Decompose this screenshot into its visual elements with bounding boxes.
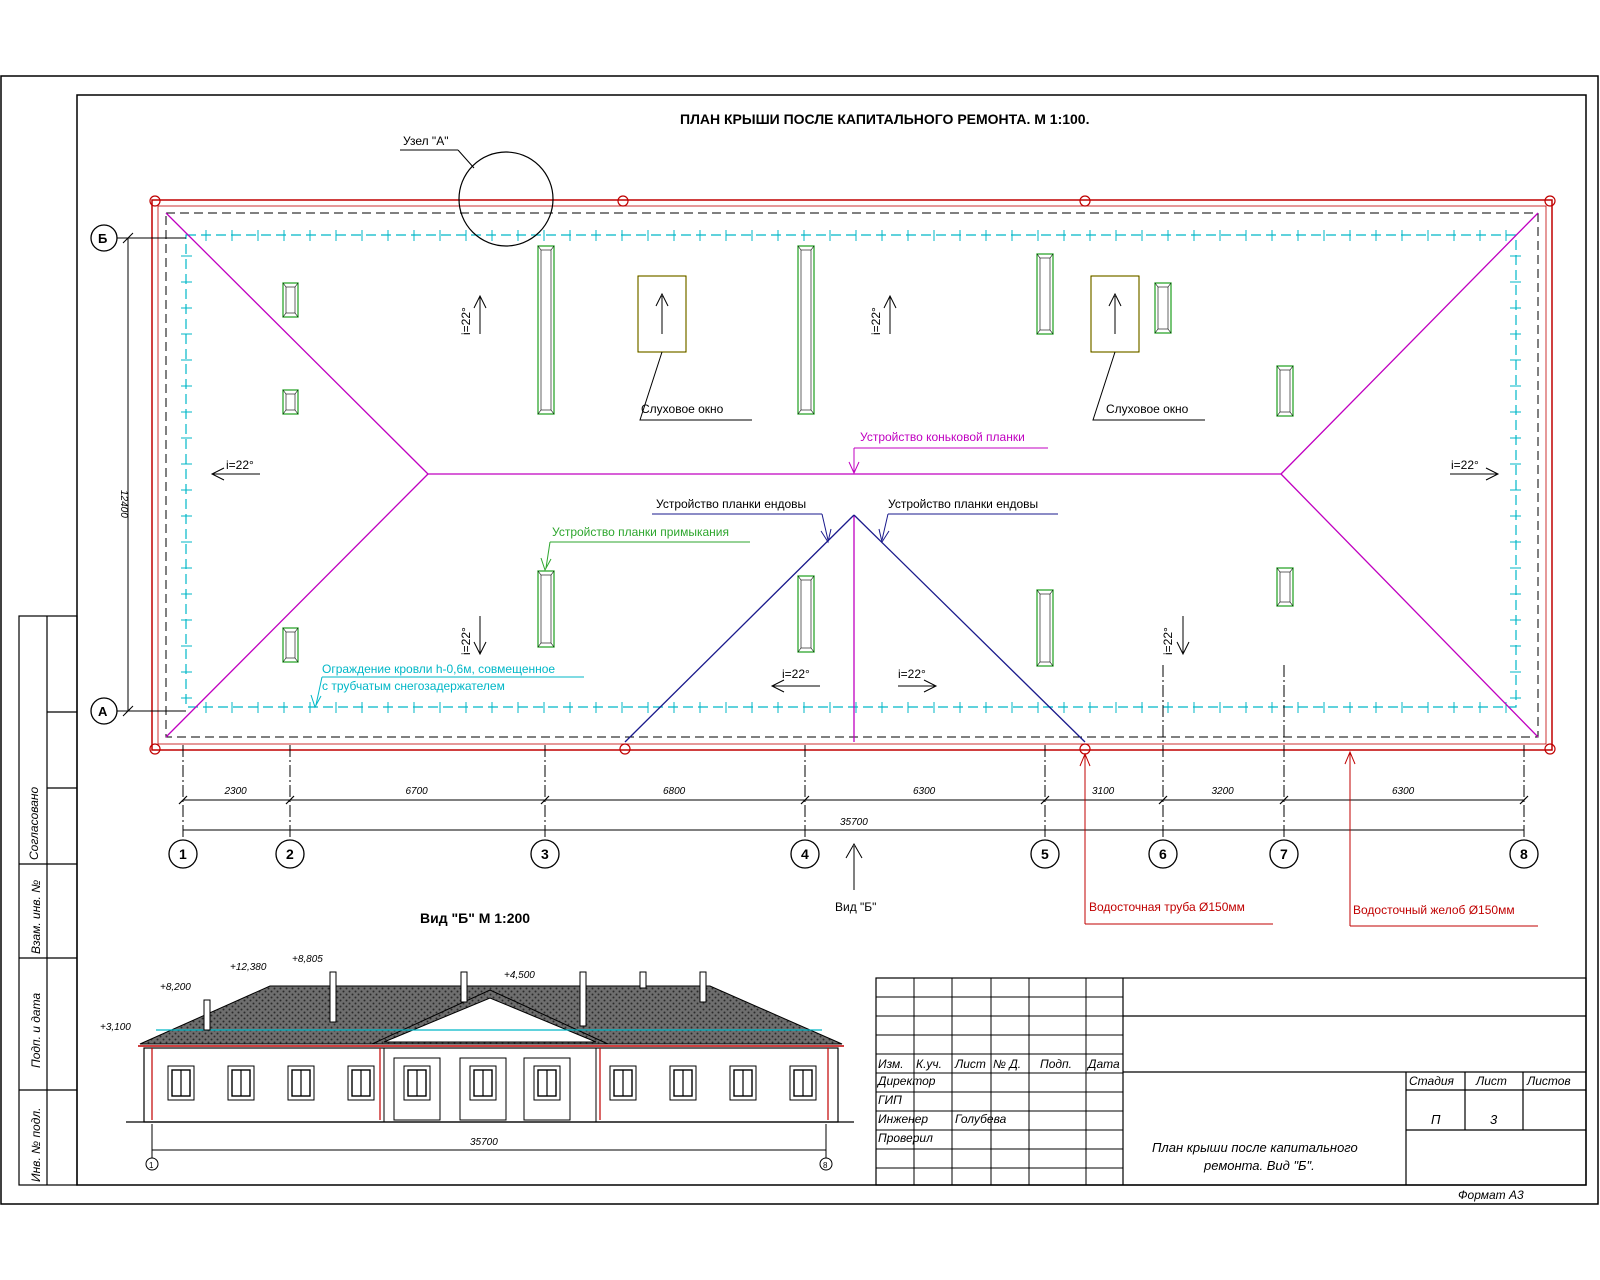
page-title: ПЛАН КРЫШИ ПОСЛЕ КАПИТАЛЬНОГО РЕМОНТА. М 1:100. bbox=[680, 111, 1090, 127]
vent-outline bbox=[1277, 568, 1293, 606]
gutter-outlet bbox=[1545, 744, 1555, 754]
axis-column-label: 4 bbox=[801, 846, 809, 862]
vent-duct bbox=[1037, 590, 1053, 666]
axis-row-label: А bbox=[98, 704, 108, 719]
sheet-title-line-1: План крыши после капитального bbox=[1152, 1140, 1358, 1155]
approved-label: Согласовано bbox=[27, 786, 41, 860]
dormer-window bbox=[638, 276, 752, 420]
valley-callout-arrow bbox=[822, 514, 828, 540]
column-dimension-text: 6300 bbox=[1392, 786, 1415, 797]
slope-indicators bbox=[212, 296, 1498, 692]
abutment-callout-label: Устройство планки примыкания bbox=[552, 525, 729, 539]
chimney bbox=[461, 972, 467, 1002]
gutter-outlet bbox=[1080, 744, 1090, 754]
downpipe-callout bbox=[1080, 754, 1273, 924]
railing-callout bbox=[311, 662, 584, 707]
gutter-outlet bbox=[618, 196, 628, 206]
railing-callout-arrow-head bbox=[311, 695, 321, 707]
vent-outline bbox=[283, 628, 298, 662]
column-dimension-text: 3200 bbox=[1211, 786, 1234, 797]
row-dimension-text: 12400 bbox=[118, 490, 129, 518]
railing-label-line-2: с трубчатым снегозадержателем bbox=[322, 679, 505, 693]
column-dimension-text: 6800 bbox=[663, 786, 686, 797]
vent-inner bbox=[1280, 572, 1290, 602]
side-label: Инв. № подл. bbox=[29, 1107, 43, 1182]
vent-duct bbox=[283, 283, 298, 317]
roof-plan bbox=[91, 134, 1555, 926]
vent-inner bbox=[286, 632, 295, 658]
elevation-dimension-text: 35700 bbox=[470, 1137, 498, 1148]
side-label: Подп. и дата bbox=[29, 992, 43, 1068]
vent-inner bbox=[1040, 258, 1050, 330]
valley-callout-label: Устройство планки ендовы bbox=[888, 497, 1039, 511]
gutter-outlet bbox=[1545, 196, 1555, 206]
side-stamp bbox=[19, 616, 77, 1185]
vent-inner bbox=[801, 250, 811, 410]
valley-callout bbox=[879, 497, 1058, 542]
slope-label: i=22° bbox=[1451, 458, 1479, 472]
vent-outline bbox=[538, 571, 554, 647]
stage-value: П bbox=[1431, 1112, 1441, 1127]
chimney bbox=[330, 972, 336, 1022]
dormer-label: Слуховое окно bbox=[641, 402, 724, 416]
vent-duct bbox=[1277, 568, 1293, 606]
slope-label: i=22° bbox=[459, 627, 473, 655]
chimney bbox=[640, 972, 646, 988]
level-mark: +3,100 bbox=[100, 1022, 131, 1033]
side-label: Взам. инв. № bbox=[29, 879, 43, 954]
vent-inner bbox=[541, 575, 551, 643]
gutter-outlet bbox=[620, 744, 630, 754]
vent-inner bbox=[1040, 594, 1050, 662]
chimney bbox=[580, 972, 586, 1026]
axis-column-label: 2 bbox=[286, 846, 294, 862]
hip-line bbox=[1281, 213, 1538, 474]
axis-column-label: 7 bbox=[1280, 846, 1288, 862]
gutter-outlet bbox=[1080, 196, 1090, 206]
level-mark: +8,805 bbox=[292, 954, 323, 965]
slope-label: i=22° bbox=[782, 667, 810, 681]
slope-label: i=22° bbox=[869, 307, 883, 335]
stage-header: Стадия bbox=[1409, 1074, 1454, 1088]
row-axes bbox=[91, 225, 186, 724]
node-a-circle bbox=[459, 152, 553, 246]
column-dimension-text: 2300 bbox=[224, 786, 247, 797]
eave-dashed-outer bbox=[166, 213, 1538, 737]
vent-outline bbox=[1037, 590, 1053, 666]
vent-duct bbox=[798, 576, 814, 652]
level-mark: +4,500 bbox=[504, 970, 535, 981]
vent-inner bbox=[541, 250, 551, 410]
valley-line bbox=[625, 515, 854, 742]
hip-line bbox=[166, 213, 428, 474]
vent-inner bbox=[801, 580, 811, 648]
dormer-window bbox=[1091, 276, 1205, 420]
hip-line bbox=[166, 474, 428, 737]
title-block-header-cell: № Д. bbox=[993, 1057, 1022, 1071]
axis-column-label: 3 bbox=[541, 846, 549, 862]
vent-outline bbox=[798, 576, 814, 652]
title-block-header-cell: К.уч. bbox=[916, 1057, 942, 1071]
elevation-title: Вид "Б" М 1:200 bbox=[420, 910, 531, 926]
vent-duct bbox=[1037, 254, 1053, 334]
vent-duct bbox=[1277, 366, 1293, 416]
vent-inner bbox=[286, 394, 295, 410]
vent-outline bbox=[1277, 366, 1293, 416]
title-block-role: Инженер bbox=[878, 1112, 929, 1126]
sheet-value: 3 bbox=[1490, 1112, 1498, 1127]
chimney bbox=[700, 972, 706, 1002]
valley-line bbox=[854, 515, 1085, 742]
vent-outline bbox=[283, 283, 298, 317]
vent-inner bbox=[1280, 370, 1290, 412]
vent-group bbox=[283, 246, 1293, 666]
vent-outline bbox=[538, 246, 554, 414]
vent-duct bbox=[283, 628, 298, 662]
axis-column-label: 6 bbox=[1159, 846, 1167, 862]
slope-label: i=22° bbox=[1161, 627, 1175, 655]
railing-label-line-1: Ограждение кровли h-0,6м, совмещенное bbox=[322, 662, 556, 676]
vent-outline bbox=[1037, 254, 1053, 334]
title-block-role: ГИП bbox=[878, 1093, 902, 1107]
axis-column-label: 8 bbox=[1520, 846, 1528, 862]
view-marker-label: Вид "Б" bbox=[835, 900, 877, 914]
column-dimension-text: 6700 bbox=[405, 786, 428, 797]
valley-callout-arrow bbox=[882, 514, 888, 540]
level-mark: +8,200 bbox=[160, 982, 191, 993]
level-mark: +12,380 bbox=[230, 962, 267, 973]
total-dimension-text: 35700 bbox=[840, 817, 868, 828]
side-stamp-frame bbox=[19, 616, 77, 1185]
slope-label: i=22° bbox=[459, 307, 473, 335]
vent-duct bbox=[798, 246, 814, 414]
vent-inner bbox=[1158, 287, 1168, 329]
ridge-callout bbox=[849, 430, 1048, 473]
chimney bbox=[204, 1000, 210, 1030]
title-block-header-cell: Подп. bbox=[1040, 1057, 1072, 1071]
vent-duct bbox=[538, 571, 554, 647]
gutter-callout bbox=[1345, 752, 1538, 926]
dormer-label: Слуховое окно bbox=[1106, 402, 1189, 416]
view-marker bbox=[835, 844, 876, 914]
title-block-header-cell: Дата bbox=[1088, 1057, 1120, 1071]
downpipe-callout-label: Водосточная труба Ø150мм bbox=[1089, 900, 1245, 914]
vent-outline bbox=[1155, 283, 1171, 333]
sheet-title-line-2: ремонта. Вид "Б". bbox=[1204, 1158, 1315, 1173]
axis-row-label: Б bbox=[98, 231, 108, 246]
title-block-roles bbox=[876, 1074, 936, 1145]
elevation-axis-label: 8 bbox=[823, 1161, 828, 1170]
elevation-axis-label: 1 bbox=[149, 1161, 154, 1170]
valley-callout-label: Устройство планки ендовы bbox=[656, 497, 807, 511]
gutter-callout-label: Водосточный желоб Ø150мм bbox=[1353, 903, 1515, 917]
vent-outline bbox=[798, 246, 814, 414]
column-dimension-text: 3100 bbox=[1092, 786, 1115, 797]
node-a-label: Узел "А" bbox=[403, 134, 449, 148]
column-dimension-text: 6300 bbox=[913, 786, 936, 797]
axis-column-label: 5 bbox=[1041, 846, 1049, 862]
snow-rail-line bbox=[186, 235, 1516, 707]
node-a-leader-slant bbox=[458, 150, 474, 168]
hip-line bbox=[1281, 474, 1538, 737]
slope-label: i=22° bbox=[226, 458, 254, 472]
stage-header: Листов bbox=[1527, 1074, 1571, 1088]
title-block-role: Директор bbox=[878, 1074, 936, 1088]
elevation-view bbox=[100, 910, 854, 1170]
vent-inner bbox=[286, 287, 295, 313]
snow-rail-ticks bbox=[181, 230, 1521, 713]
title-block-header-cell: Лист bbox=[955, 1057, 986, 1071]
title-block-header-cell: Изм. bbox=[878, 1057, 904, 1071]
ridge-callout-label: Устройство коньковой планки bbox=[860, 430, 1025, 444]
valley-lines bbox=[625, 515, 1085, 742]
stage-header: Лист bbox=[1476, 1074, 1507, 1088]
abutment-callout bbox=[541, 525, 750, 570]
axis-column-label: 1 bbox=[179, 846, 187, 862]
engineer-name: Голубева bbox=[955, 1112, 1007, 1126]
vent-duct bbox=[1155, 283, 1171, 333]
vent-duct bbox=[283, 390, 298, 414]
vent-duct bbox=[538, 246, 554, 414]
title-block-role: Проверил bbox=[878, 1131, 933, 1145]
vent-outline bbox=[283, 390, 298, 414]
abutment-callout-arrow-head bbox=[541, 558, 551, 570]
format-label: Формат А3 bbox=[1458, 1188, 1524, 1202]
slope-label: i=22° bbox=[898, 667, 926, 681]
